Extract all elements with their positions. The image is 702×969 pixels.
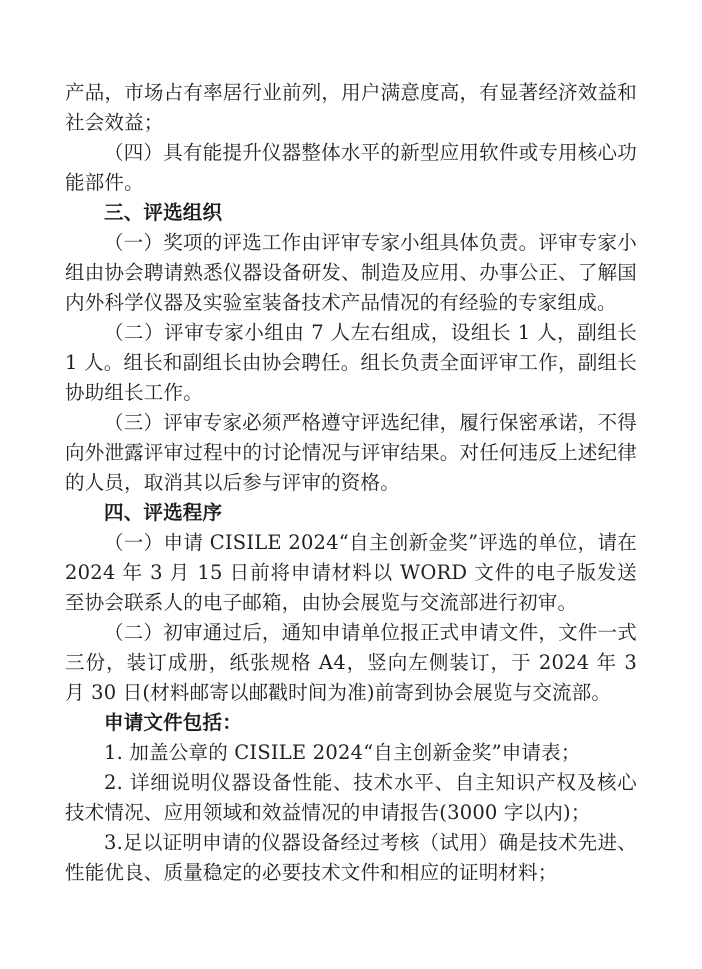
paragraph-org-item-one: （一）奖项的评选工作由评审专家小组具体负责。评审专家小组由协会聘请熟悉仪器设备研发、制造及应用、办事公正、了解国内外科学仪器及实验室装备技术产品情况的有经验的专家组成。 — [65, 231, 637, 314]
label-application-files-include: 申请文件包括： — [104, 711, 242, 734]
paragraph-continuation: 产品，市场占有率居行业前列，用户满意度高，有显著经济效益和社会效益； — [65, 81, 637, 134]
section-heading-selection-organization: 三、评选组织 — [104, 201, 223, 224]
paragraph-org-item-two: （二）评审专家小组由 7 人左右组成，设组长 1 人，副组长 1 人。组长和副组长由协会聘任。组长负责全面评审工作，副组长协助组长工作。 — [65, 321, 637, 404]
paragraph-item-four: （四）具有能提升仪器整体水平的新型应用软件或专用核心功能部件。 — [65, 141, 637, 194]
paragraph-file-item-1: 1. 加盖公章的 CISILE 2024“自主创新金奖”申请表； — [104, 741, 581, 764]
paragraph-proc-item-two: （二）初审通过后，通知申请单位报正式申请文件，文件一式三份，装订成册，纸张规格 A4，竖向左侧装订，于 2024 年 3 月 30 日(材料邮寄以邮戳时间为准)前寄到协会展览与交流部。 — [65, 621, 637, 704]
paragraph-proc-item-one: （一）申请 CISILE 2024“自主创新金奖”评选的单位，请在 2024 年 3 月 15 日前将申请材料以 WORD 文件的电子版发送至协会联系人的电子邮箱，由协会展览与交流部进行初审。 — [65, 531, 637, 614]
paragraph-file-item-2: 2. 详细说明仪器设备性能、技术水平、自主知识产权及核心技术情况、应用领域和效益情况的申请报告(3000 字以内)； — [65, 771, 637, 824]
paragraph-file-item-3: 3.足以证明申请的仪器设备经过考核（试用）确是技术先进、性能优良、质量稳定的必要技术文件和相应的证明材料； — [65, 831, 637, 884]
paragraph-org-item-three: （三）评审专家必须严格遵守评选纪律，履行保密承诺，不得向外泄露评审过程中的讨论情况与评审结果。对任何违反上述纪律的人员，取消其以后参与评审的资格。 — [65, 411, 637, 494]
section-heading-selection-procedure: 四、评选程序 — [104, 501, 223, 524]
